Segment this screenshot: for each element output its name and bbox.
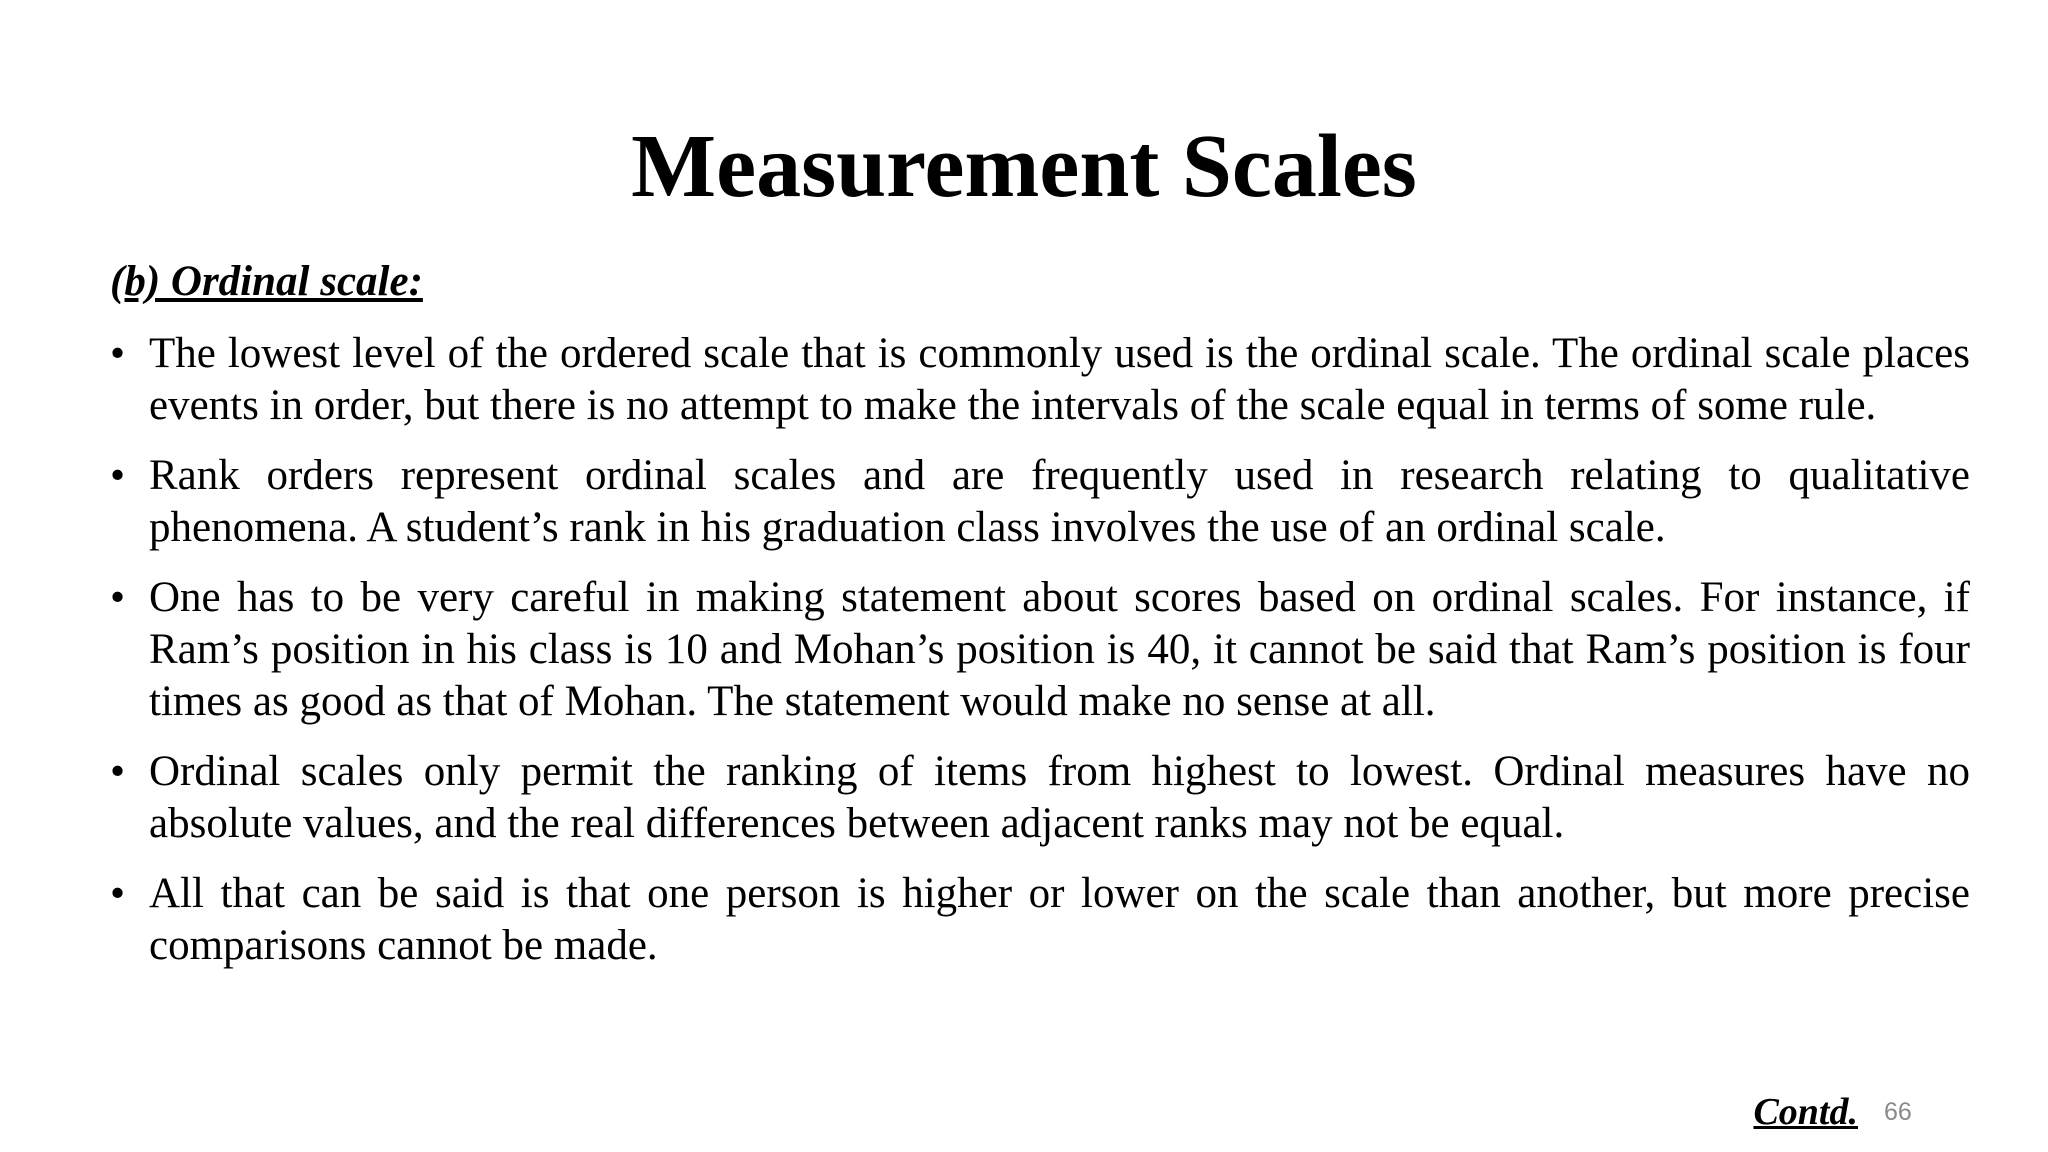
bullet-item bbox=[110, 328, 1970, 432]
bullet-text: One has to be very careful in making statement about scores based on ordinal scales. For instance, if Ram’s position in his class is 10 and Mohan’s position is 40, it cannot be said that Ram’s position is four times as good as that of Mohan. The statement would make no sense at all. bbox=[149, 574, 1970, 725]
page-number: 66 bbox=[1884, 1098, 1912, 1126]
bullet-dot-icon: • bbox=[110, 870, 126, 917]
bullet-text: All that can be said is that one person is higher or lower on the scale than another, but more precise comparisons cannot be made. bbox=[149, 870, 1970, 969]
bullet-dot-icon: • bbox=[110, 452, 126, 499]
bullet-item bbox=[110, 572, 1970, 728]
bullet-text: Ordinal scales only permit the ranking of items from highest to lowest. Ordinal measures have no absolute values, and the real differences between adjacent ranks may not be equal. bbox=[149, 748, 1970, 847]
bullet-dot-icon: • bbox=[110, 330, 126, 377]
bullet-item bbox=[110, 746, 1970, 850]
bullet-dot-icon: • bbox=[110, 574, 126, 621]
bullet-item bbox=[110, 450, 1970, 554]
bullet-item bbox=[110, 868, 1970, 972]
continued-label: Contd. bbox=[1753, 1091, 1858, 1133]
section-subheading: (b) Ordinal scale: bbox=[110, 258, 423, 305]
slide-title: Measurement Scales bbox=[631, 117, 1417, 216]
bullet-text: The lowest level of the ordered scale that is commonly used is the ordinal scale. The ordinal scale places events in order, but there is no attempt to make the intervals of the scale equal in terms of some rule. bbox=[149, 330, 1970, 429]
bullet-dot-icon: • bbox=[110, 748, 126, 795]
bullet-list bbox=[110, 328, 1970, 990]
bullet-text: Rank orders represent ordinal scales and are frequently used in research relating to qualitative phenomena. A student’s rank in his graduation class involves the use of an ordinal scale. bbox=[149, 452, 1970, 551]
